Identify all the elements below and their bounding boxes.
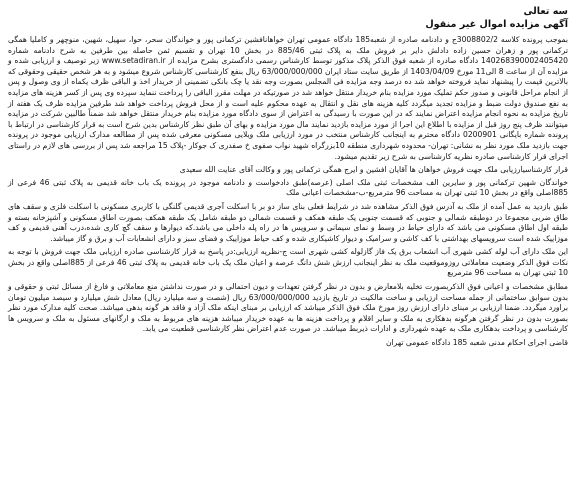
notice-source: سه تعالی xyxy=(523,6,568,17)
notice-title: آگهی مزایده اموال غیر منقول xyxy=(425,19,568,30)
notice-paragraph: خواندگان شهین ترکمانی پور و سایرین الف مشخصات ثبتی ملک اصلی (عرصه)طبق دادخواست و دادنامه موجود در پرونده یک باب خانه قدیمی به پلاک ثبتی 46 فرعی از 885اصلی واقع در بخش 10 ثبتی تهران به مساحت 96 مترمربع-ب-مشخصات اعیانی ملک xyxy=(8,177,568,198)
notice-paragraph: مطابق مشخصات و اعیانی فوق الذکربصورت تخلیه بلامعارض و بدون در نظر گرفتن تعهدات و دیون احتمالی و در صورت نداشتن منع معاملاتی و فارغ از مسائل ثبتی و حقوقی و بدون سوابق ساختمانی از جمله مساحت ارزیابی و ساخت مالکیت در تاریخ بازدید 63/000/000/000 ریال (شصت و سه میلیارد ریال) معادل شش میلیارد و سیصد میلیون تومان براورد میگردد. ضمنا ارزیابی بر مبنای دارای ارزش روز مورخ ملک فوق الذکر میباشد که ارزیابی بر مبنای اینکه ملک آزاد و فاقد هر گونه بدهی میباشد. صحت کلیه مدارک مورد نظر بصورت بدون در نظر گرفتن هرگونه بدهکاری به ملک و سایر اقلام و پرداخت هزینه ها به عهده خریدار میباشد هزینه های مربوط به ملک و ارگانهای مسئول به ملک و سرویس ها کارشناسی و پرداخت بدهکاری ملک به عهده شهرداری و ادارات ذیربط میباشد. در صورت عدم اعتراض نظر کارشناسی قطعیت می یابد. xyxy=(8,282,568,334)
notice-paragraph: این ملک دارای آب لوله کشی شهری آب انشعاب برق یک فاز گازلوله کشی شهری است ج-نظریه ارزیابی:در پاسخ به قرار کارشناسی صادره ارزیابی ملک جهت فروش با توجه به نکات فوق الذکر وضعیت معاملاتی روزوموقعیت ملک به نظر اینجانب ارزش شش دانگ عرصه و اعیان ملک یک باب خانه قدیمی به پلاک ثبتی 46 فرعی از 885اصلی واقع در بخش 10 ثبتی تهران به مساحت 96 مترمربع xyxy=(8,247,569,278)
notice-paragraph: بموجب پرونده کلاسه 3008802/2ج و دادنامه صادره از شعبه185 دادگاه عمومی تهران خواهانافشین ترکمانی پور و خواندگان سحر، حوا، سهیل، شهین، منوچهر و کاملیا همگی ترکمانی پور و زهران حسین زاده دادلش دایر بر فروش ملک به پلاک ثبتی 885/46 در بخش 10 تهران و تقسیم ثمن حاصله بین طرفین به شرح دادنامه شماره 140268390002405420 دادگاه صادره از شعبه فوق الذکر پلاک مذکور توسط کارشناس رسمی دادگستری بشرح مزایده از www.setadiran.ir زیر توصیف و ارزیابی شده و مزایده آن از ساعت 8 الی11 مورخ 1403/04/09 از طریق سایت ستاد ایران 63/000/000/000 ریال بنفع کارشناسی کارشناس شروع میشود و به هر شخص حقیقی وحقوقی که بالاترین قیمت را پیشنهاد نماید فروخته خواهد شد ده درصد وجه مزایده فی المجلس بصورت وجه نقد یا چک بانکی تضمینی از خریدار اخذ و الباقی ظرف یکماه از وی وصول و پس از انجام مراحل قانونی و صدور حکم تملیک مورد مزایده بنام خریدار منتقل خواهد شد در صورتیکه در مهلت مقرر الباقی را پرداخت ننماید سپرده وی پس از کسر هزینه های مزایده به نفع صندوق دولت ضبط و مزایده تجدید میگردد کلیه هزینه های نقل و انتقال به عهده محکوم علیه است و از محل فروش پرداخت خواهد شد طرفین مزایده ظرف یک هفته از تاریخ مزایده به نحوه انجام مزایده اعتراض نمایند که در این صورت با رسیدگی به اعتراض از سوی دادگاه مورد مزایده بنام خریدار منتقل خواهد شد ضمناً طالبین شرکت در مزایده میتوانند ظرف پنج روز قبل از مزایده با اطلاع این اجرا از مورد مزایده بازدید نمایند مال مورد مزایده و بهای آن طبق نظر کارشناس بدین شرح است به قرار کارشناسی در ارتباط با پرونده شماره بایگانی 0200901 دادگاه محترم به اینجانب کارشناس منتخب در مورد ارزیابی ملک ویلایی مسکونی معرفی شده پس از مطالعه مدارک ارزیابی موجود در پرونده جهت بازدید ملک مورد نظر به نشانی: تهران- محدوده شهرداری منطقه 10بزرگراه شهید نواب صفوی خ صفدری ک جوکار -پلاک 15 مراجعه شد پس از بررسی های لازم در راستای اجرای قرار کارشناسی صادره نظریه کارشناسی به شرح زیر تقدیم میشود. xyxy=(8,35,569,161)
notice-paragraph: طبق بازدید به عمل آمده از ملک به آدرس فوق الذکر مشاهده شد در شرایط فعلی بنای ساز دو بر با اسکلت آجری قدیمی گلنگی با کاربری مسکونی با اسکلت فلزی و سقف های طاق ضربی مجموعا در دوطبقه شمالی و جنوبی که قسمت جنوبی یک طبقه همکف و قسمت شمالی دو طبقه شامل یک طبقه همکف بصورت اطاق مسکونی و آشپزخانه بسته و طبقه اول اطاق مسکونی می باشد که دارای حیاط در وسط و نمای سیمانی و سرویس ها در راه پله داخلی می باشد.که دیوارها و سقف گچ کاری شده،درب آهنی قدیمی و کف موزاییک شده است سرویسهای بهداشتی با کف کاشی و سرامیک و دیوار کاشیکاری شده و کف حیاط موزاییک و فضای سبز و دارای انشعابات آب و برق و گاز میباشد. xyxy=(8,201,568,243)
notice-paragraph: قرار کارشناسیارزیابی ملک جهت فروش خواهان ها آقایان افشین و ایرج همگی ترکمانی پور و وکالت آقای عنایت الله سعیدی xyxy=(179,165,568,175)
notice-signature: قاضی اجرای احکام مدنی شعبه 185 دادگاه عمومی تهران xyxy=(385,338,568,348)
